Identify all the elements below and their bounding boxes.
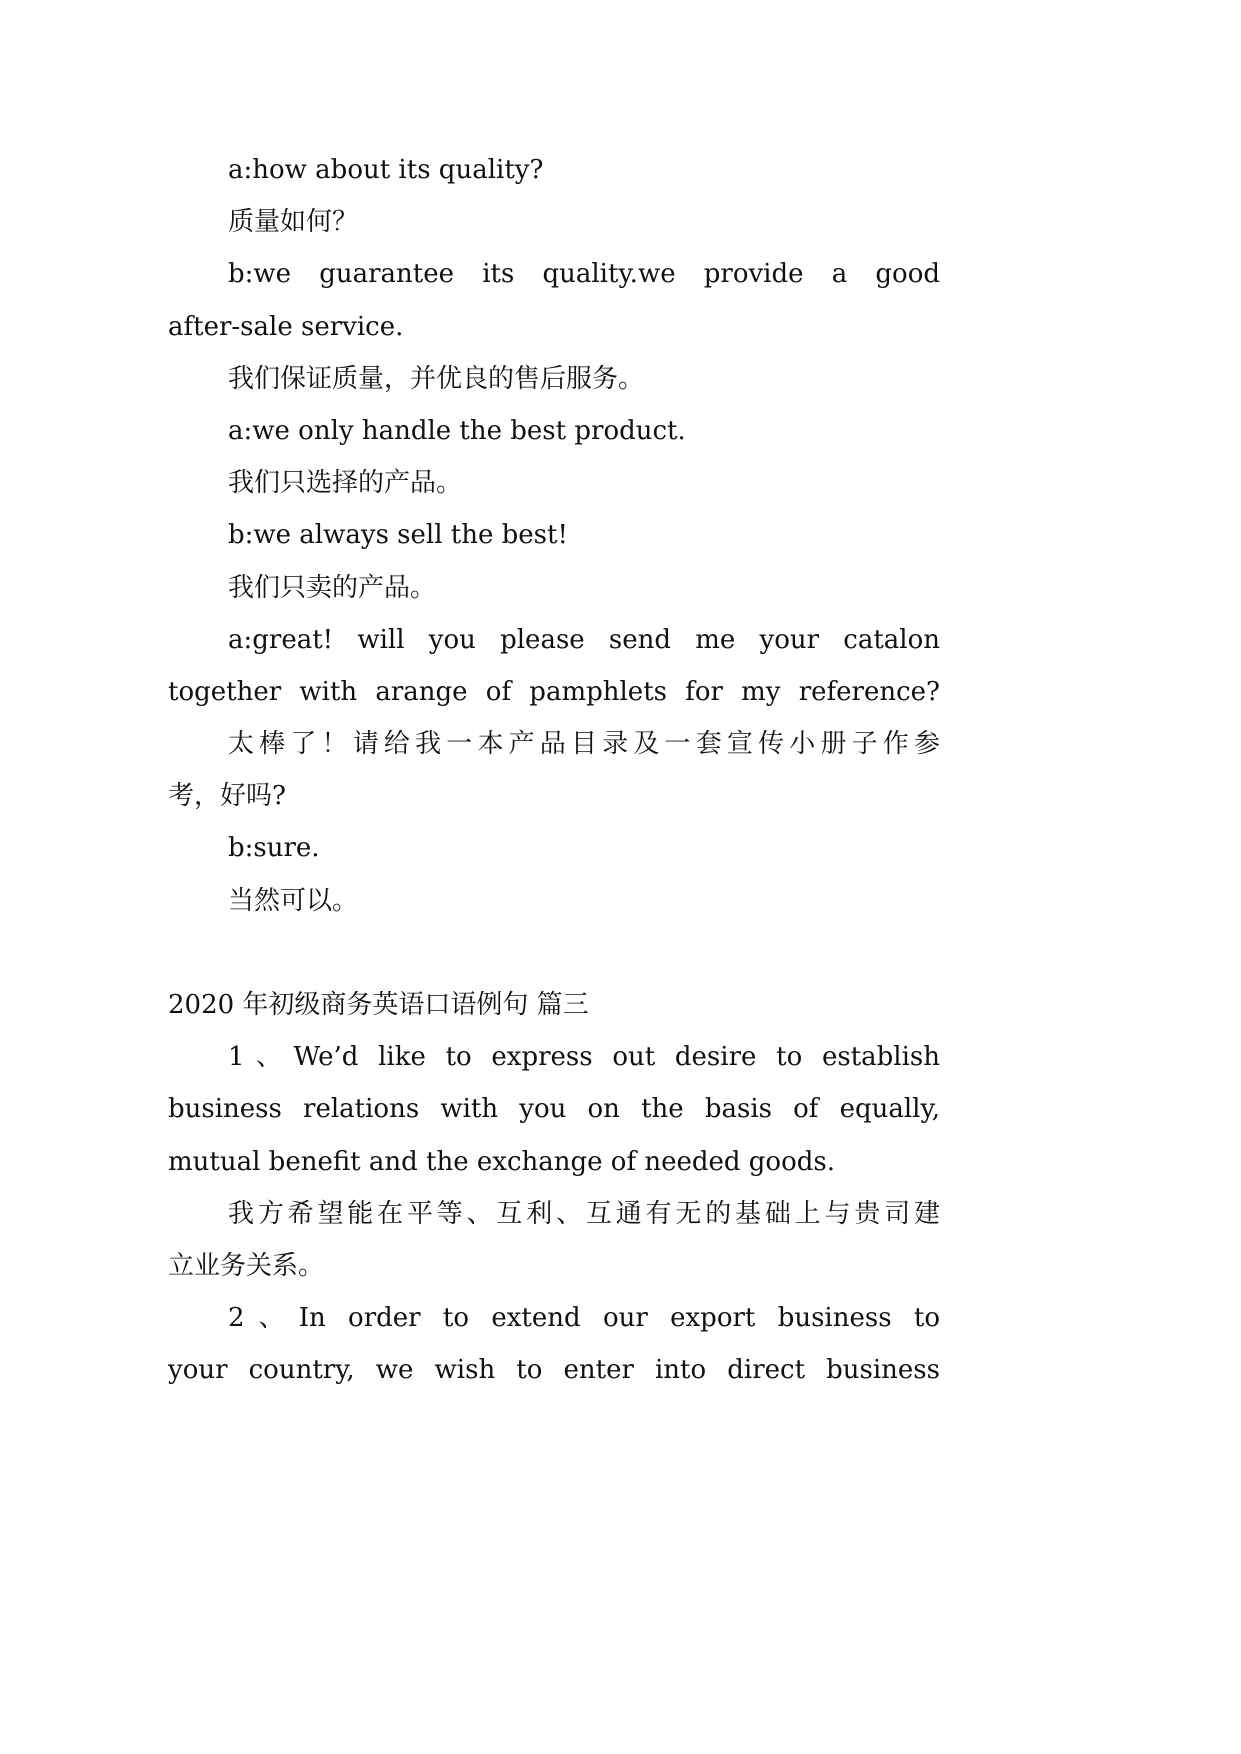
paragraph-line: 1、We’d like to express out desire to establish [228, 1042, 940, 1073]
paragraph-line: 我方希望能在平等、互利、互通有无的基础上与贵司建 [228, 1198, 940, 1229]
paragraph-line: business relations with you on the basis of equally, [168, 1094, 940, 1125]
dialogue-line: a:great! will you please send me your catalon [228, 624, 940, 655]
dialogue-line: 我们只选择的产品。 [228, 468, 463, 499]
document-page [168, 144, 940, 1397]
dialogue-line: 当然可以。 [228, 885, 359, 916]
paragraph-line: your country, we wish to enter into direct business [168, 1355, 940, 1386]
dialogue-line: 太棒了！请给我一本产品目录及一套宣传小册子作参 [228, 729, 940, 760]
section-heading: 2020 年初级商务英语口语例句 篇三 [168, 990, 589, 1020]
dialogue-line: together with arange of pamphlets for my reference? [168, 676, 940, 707]
dialogue-line: b:we always sell the best! [228, 520, 568, 551]
dialogue-line: b:we guarantee its quality.we provide a good [228, 259, 940, 290]
paragraph-line: mutual benefit and the exchange of needed goods. [168, 1146, 835, 1177]
dialogue-line: a:we only handle the best product. [228, 415, 686, 446]
dialogue-line: 质量如何？ [228, 207, 359, 238]
paragraph-line: 2、In order to extend our export business to [228, 1303, 940, 1334]
dialogue-line: 考，好吗? [168, 781, 286, 812]
dialogue-line: 我们保证质量，并优良的售后服务。 [228, 363, 645, 394]
dialogue-line: b:sure. [228, 833, 320, 864]
dialogue-line: after-sale service. [168, 311, 404, 342]
dialogue-line: a:how about its quality? [228, 155, 544, 185]
section-spacer [168, 927, 940, 979]
paragraph-line: 立业务关系。 [168, 1250, 325, 1281]
dialogue-line: 我们只卖的产品。 [228, 572, 437, 603]
